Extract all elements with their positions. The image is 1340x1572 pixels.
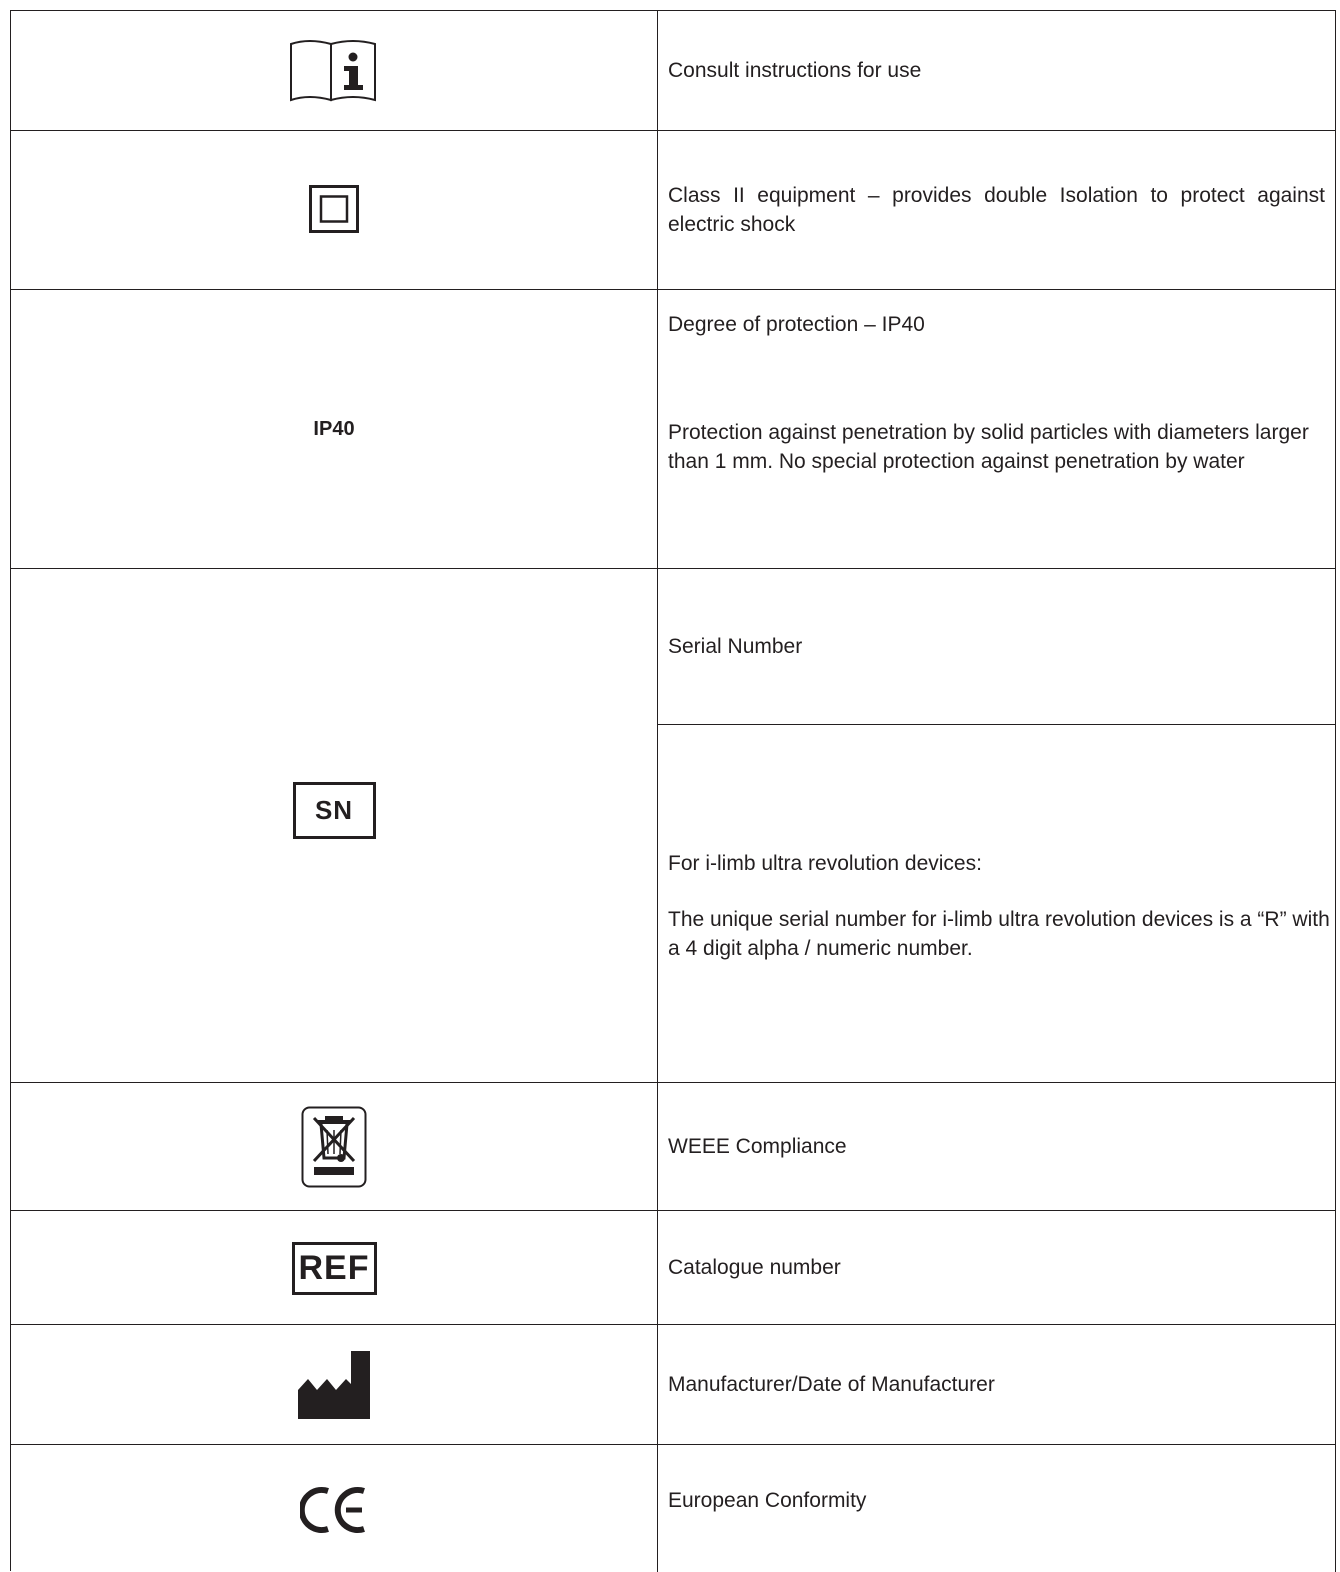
book-info-icon bbox=[289, 38, 379, 104]
description-text: Class II equipment – provides double Isolation to protect against electric shock bbox=[668, 184, 1325, 236]
symbols-table bbox=[10, 10, 1336, 1571]
description-text: Protection against penetration by solid particles with diameters larger than 1 mm. No special protection against penetration by water bbox=[668, 421, 1309, 473]
table-row bbox=[11, 1445, 1336, 1572]
table-row bbox=[11, 290, 1336, 569]
description-cell bbox=[658, 290, 1336, 568]
ip40-symbol: IP40 bbox=[313, 417, 355, 440]
description-cell bbox=[658, 11, 1336, 130]
description-cell bbox=[658, 1083, 1336, 1210]
description-text: Consult instructions for use bbox=[668, 59, 922, 82]
description-cell bbox=[658, 1445, 1336, 1572]
serial-subtitle: For i-limb ultra revolution devices: bbox=[668, 852, 982, 875]
ref-symbol-text: REF bbox=[298, 1249, 370, 1287]
symbol-cell bbox=[11, 1211, 658, 1324]
description-text: The unique serial number for i-limb ultra revolution devices is a “R” with a 4 digit alpha / numeric number. bbox=[668, 908, 1330, 960]
factory-icon bbox=[298, 1351, 370, 1419]
ref-symbol bbox=[292, 1242, 377, 1295]
description-cell bbox=[658, 1211, 1336, 1324]
symbol-cell bbox=[11, 569, 658, 1082]
serial-number-title: Serial Number bbox=[668, 635, 803, 658]
table-row bbox=[11, 11, 1336, 131]
symbol-cell bbox=[11, 11, 658, 130]
weee-crossed-bin-icon bbox=[301, 1106, 367, 1188]
sn-symbol bbox=[293, 782, 376, 839]
description-text: European Conformity bbox=[668, 1489, 867, 1512]
description-cell bbox=[658, 1325, 1336, 1444]
table-row bbox=[11, 1211, 1336, 1325]
symbol-cell bbox=[11, 1445, 658, 1572]
table-row bbox=[11, 1083, 1336, 1211]
table-row bbox=[11, 131, 1336, 290]
symbol-cell bbox=[11, 131, 658, 289]
symbol-cell bbox=[11, 290, 658, 568]
description-text: WEEE Compliance bbox=[668, 1135, 847, 1158]
serial-number-subcell bbox=[658, 569, 1336, 725]
serial-detail-subcell bbox=[658, 725, 1336, 1082]
description-text: Catalogue number bbox=[668, 1256, 841, 1279]
description-cell bbox=[658, 131, 1336, 289]
symbol-cell bbox=[11, 1083, 658, 1210]
double-square-icon bbox=[309, 185, 359, 233]
ce-mark bbox=[300, 1486, 368, 1534]
sn-symbol-text: SN bbox=[314, 795, 354, 825]
symbol-cell bbox=[11, 1325, 658, 1444]
description-cell bbox=[658, 569, 1336, 1082]
description-text: Manufacturer/Date of Manufacturer bbox=[668, 1373, 995, 1396]
ip-title: Degree of protection – IP40 bbox=[668, 313, 925, 336]
table-row bbox=[11, 569, 1336, 1083]
table-row bbox=[11, 1325, 1336, 1445]
